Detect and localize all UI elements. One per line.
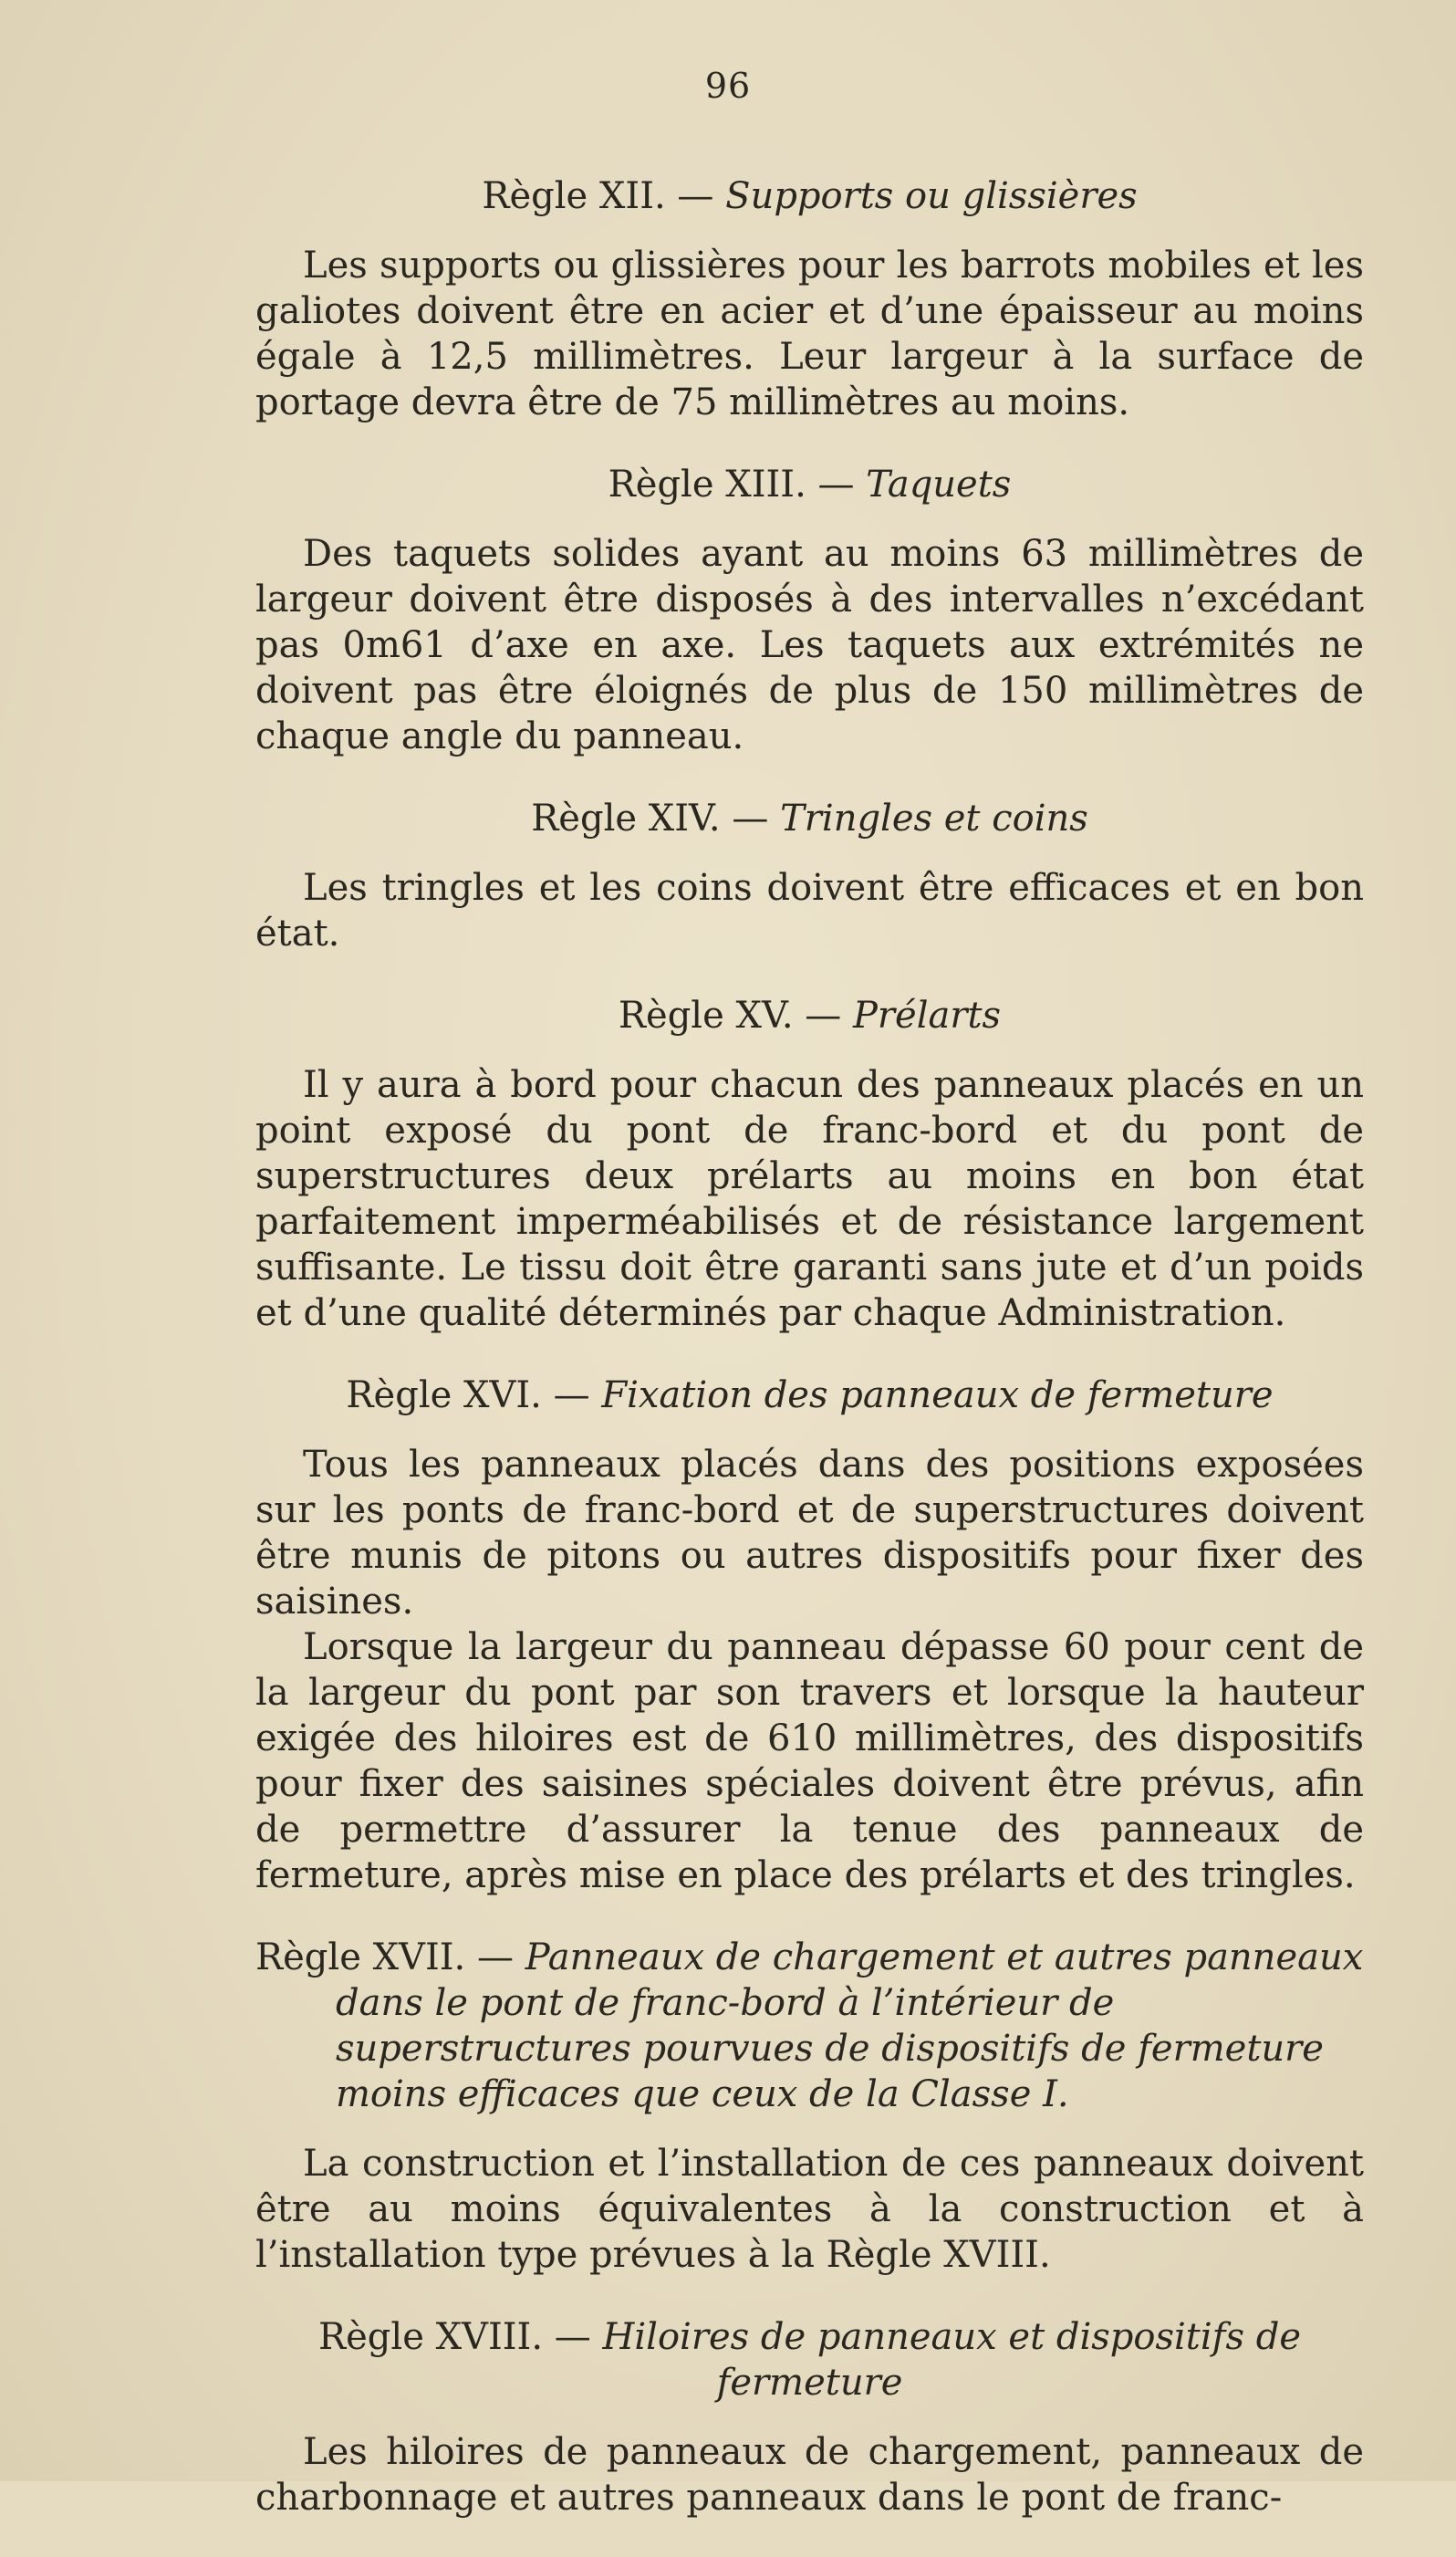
rule-paragraph: Les supports ou glissières pour les barrots mobiles et les galiotes doivent être en acier et d’une épaisseur au moins égale à 12,5 millimètres. Leur largeur à la surface de portage devra être de 75 millimètres au moins. <box>255 245 1364 423</box>
rule-xvii <box>255 1935 1364 2278</box>
rule-xiii <box>255 462 1364 759</box>
rule-paragraph: Les hiloires de panneaux de chargement, panneaux de charbonnage et autres panneaux dans le pont de franc- <box>255 2431 1364 2519</box>
rule-number: Règle XVIII. — <box>318 2316 591 2358</box>
rule-title: Supports ou glissières <box>725 175 1138 217</box>
rule-number: Règle XVII. — <box>255 1936 514 1978</box>
rule-heading <box>255 1372 1364 1418</box>
rule-title: Panneaux de chargement et autres panneaux dans le pont de franc-bord à l’intérieur de superstructures pourvues de dispositifs de fermeture moins efficaces que ceux de la Classe I. <box>336 1936 1364 2115</box>
rule-title: Prélarts <box>853 995 1002 1037</box>
rule-title: Hiloires de panneaux et dispositifs de fermeture <box>602 2316 1301 2404</box>
rule-paragraph: Tous les panneaux placés dans des positions exposées sur les ponts de franc-bord et de superstructures doivent être munis de pitons ou autres dispositifs pour fixer des saisines. <box>255 1444 1364 1623</box>
rule-xvi <box>255 1372 1364 1898</box>
rule-number: Règle XIII. — <box>608 464 855 506</box>
rule-heading <box>255 2314 1364 2406</box>
rule-heading <box>255 993 1364 1038</box>
rule-title: Fixation des panneaux de fermeture <box>601 1374 1274 1416</box>
rule-heading <box>255 796 1364 841</box>
page-content <box>255 173 1364 2557</box>
rule-heading <box>255 173 1364 219</box>
rule-paragraph: Lorsque la largeur du panneau dépasse 60 pour cent de la largeur du pont par son travers et lorsque la hauteur exigée des hiloires est de 610 millimètres, des dispositifs pour fixer des saisines spéciales doivent être prévus, afin de permettre d’assurer la tenue des panneaux de fermeture, après mise en place des prélarts et des tringles. <box>255 1626 1364 1896</box>
rule-number: Règle XV. — <box>618 995 842 1037</box>
rule-number: Règle XII. — <box>482 175 714 217</box>
rule-paragraph: Les tringles et les coins doivent être efficaces et en bon état. <box>255 867 1364 955</box>
rule-heading <box>255 1935 1364 2117</box>
rule-xiv <box>255 796 1364 956</box>
rule-title: Tringles et coins <box>780 798 1088 840</box>
rule-title: Taquets <box>866 464 1012 506</box>
rule-xv <box>255 993 1364 1336</box>
rule-paragraph: Des taquets solides ayant au moins 63 millimètres de largeur doivent être disposés à des intervalles n’excédant pas 0m61 d’axe en axe. Les taquets aux extrémités ne doivent pas être éloignés de plus de 150 millimètres de chaque angle du panneau. <box>255 533 1364 757</box>
page-number: 96 <box>704 66 752 106</box>
rule-heading <box>255 462 1364 507</box>
rule-xviii <box>255 2314 1364 2520</box>
rule-paragraph: La construction et l’installation de ces panneaux doivent être au moins équivalentes à la construction et à l’installation type prévues à la Règle XVIII. <box>255 2143 1364 2276</box>
rule-xii <box>255 173 1364 425</box>
rule-paragraph: Il y aura à bord pour chacun des panneaux placés en un point exposé du pont de franc-bord et du pont de superstructures deux prélarts au moins en bon état parfaitement imperméabilisés et de résistance largement suffisante. Le tissu doit être garanti sans jute et d’un poids et d’une qualité déterminés par chaque Administration. <box>255 1064 1364 1334</box>
rule-number: Règle XVI. — <box>346 1374 590 1416</box>
rule-number: Règle XIV. — <box>531 798 769 840</box>
